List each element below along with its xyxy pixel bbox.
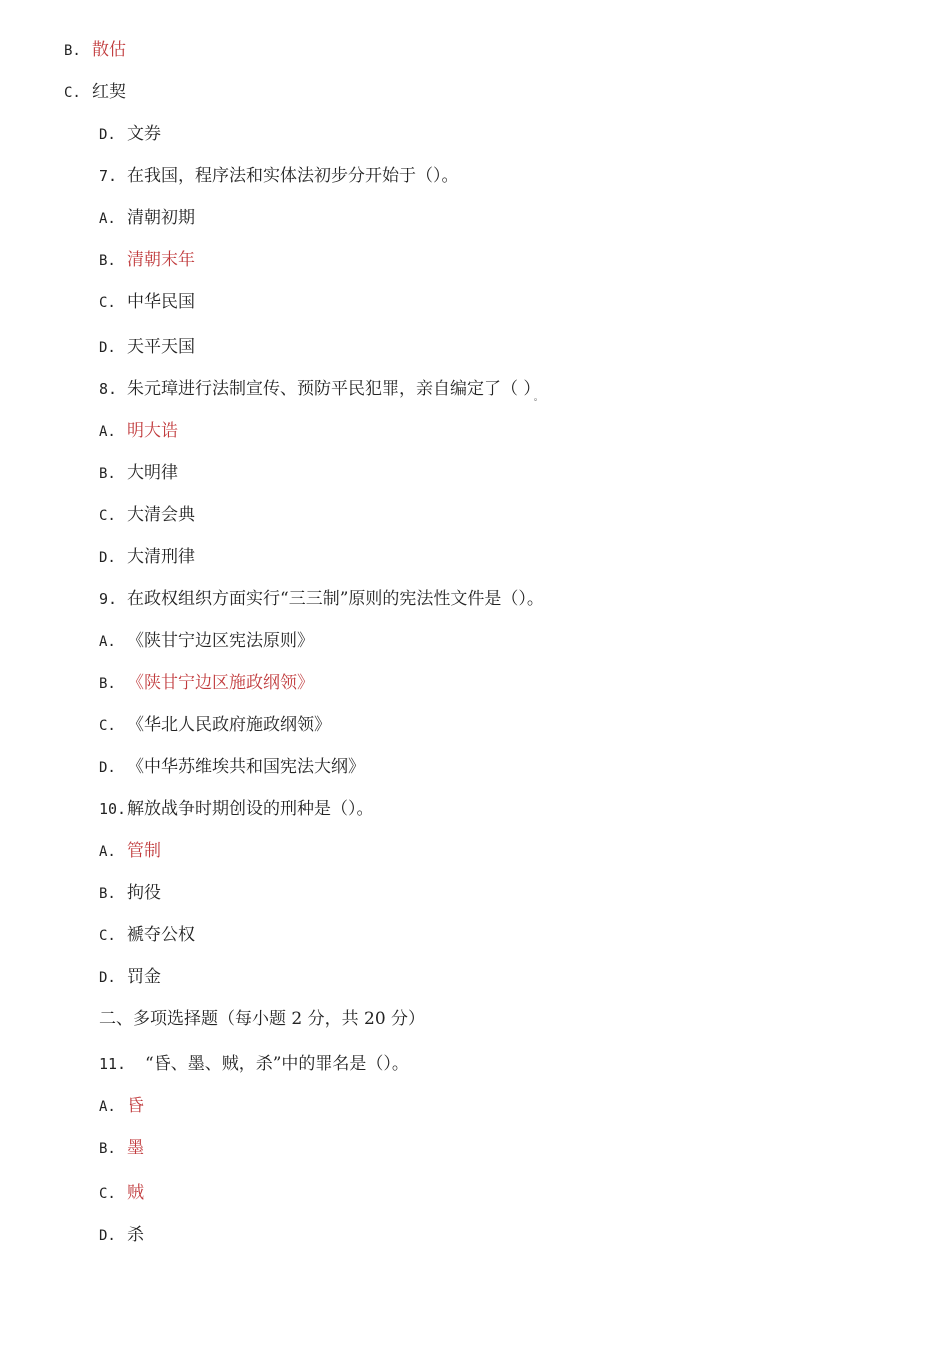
option-text-answer: 昏 xyxy=(127,1096,144,1116)
option-label: A. xyxy=(99,211,116,227)
option-label: D. xyxy=(99,340,116,356)
option-label: B. xyxy=(99,1141,116,1157)
option-text: 褫夺公权 xyxy=(127,925,195,945)
option-text: 清朝初期 xyxy=(127,208,195,228)
option-label: B. xyxy=(64,43,81,59)
option-label: A. xyxy=(99,1099,116,1115)
q9-option-d xyxy=(99,756,365,779)
option-b xyxy=(64,39,126,62)
question-end-mark: 。 xyxy=(533,393,543,403)
q10-option-b xyxy=(99,882,161,905)
question-text: 在政权组织方面实行“三三制”原则的宪法性文件是（）。 xyxy=(127,589,544,609)
option-label: D. xyxy=(99,760,116,776)
option-label: A. xyxy=(99,844,116,860)
section-heading xyxy=(99,1008,425,1030)
q7-option-c xyxy=(99,291,195,314)
q11-option-a xyxy=(99,1095,144,1118)
question-number: 11. xyxy=(99,1055,127,1073)
q11-option-b xyxy=(99,1137,144,1160)
question-number: 8. xyxy=(99,380,118,398)
question-8 xyxy=(99,378,543,409)
option-label: D. xyxy=(99,550,116,566)
option-text: 天平天国 xyxy=(127,337,195,357)
option-text: 《陕甘宁边区宪法原则》 xyxy=(127,631,314,651)
option-label: B. xyxy=(99,253,116,269)
option-text-answer: 散估 xyxy=(92,40,126,60)
q11-option-d xyxy=(99,1224,144,1247)
question-text: 朱元璋进行法制宣传、预防平民犯罪，亲自编定了（ ） xyxy=(127,379,532,399)
option-text: 《中华苏维埃共和国宪法大纲》 xyxy=(127,757,365,777)
option-text: 《华北人民政府施政纲领》 xyxy=(127,715,331,735)
question-text: 解放战争时期创设的刑种是（）。 xyxy=(127,799,374,819)
q9-option-b xyxy=(99,672,314,695)
q7-option-d xyxy=(99,336,195,359)
option-label: C. xyxy=(99,1186,116,1202)
question-10 xyxy=(99,798,374,820)
question-text: 在我国，程序法和实体法初步分开始于（）。 xyxy=(127,166,459,186)
q8-option-b xyxy=(99,462,178,485)
q9-option-c xyxy=(99,714,331,737)
q8-option-c xyxy=(99,504,195,527)
q8-option-d xyxy=(99,546,195,569)
option-text-answer: 贼 xyxy=(127,1183,144,1203)
option-text: 杀 xyxy=(127,1225,144,1245)
question-7 xyxy=(99,165,459,187)
question-11 xyxy=(99,1053,409,1075)
option-text-answer: 清朝末年 xyxy=(127,250,195,270)
q8-option-a xyxy=(99,420,178,443)
option-text: 中华民国 xyxy=(127,292,195,312)
option-c xyxy=(64,81,126,104)
q11-option-c xyxy=(99,1182,144,1205)
q9-option-a xyxy=(99,630,314,653)
question-number: 9. xyxy=(99,590,118,608)
question-text: “昏、墨、贼，杀”中的罪名是（）。 xyxy=(145,1054,409,1074)
q10-option-d xyxy=(99,966,161,989)
option-label: A. xyxy=(99,424,116,440)
option-text-answer: 《陕甘宁边区施政纲领》 xyxy=(127,673,314,693)
q10-option-a xyxy=(99,840,161,863)
question-9 xyxy=(99,588,544,610)
question-number: 7. xyxy=(99,167,118,185)
option-label: C. xyxy=(99,718,116,734)
option-text-answer: 墨 xyxy=(127,1138,144,1158)
option-label: A. xyxy=(99,634,116,650)
q7-option-a xyxy=(99,207,195,230)
option-text-answer: 管制 xyxy=(127,841,161,861)
question-number: 10. xyxy=(99,800,127,818)
q7-option-b xyxy=(99,249,195,272)
option-text: 文券 xyxy=(127,124,161,144)
section-heading-text: 二、多项选择题（每小题 2 分，共 20 分） xyxy=(99,1009,426,1029)
option-label: C. xyxy=(99,928,116,944)
option-text-answer: 明大诰 xyxy=(127,421,178,441)
option-label: D. xyxy=(99,127,116,143)
option-label: D. xyxy=(99,1228,116,1244)
option-label: C. xyxy=(99,295,116,311)
q10-option-c xyxy=(99,924,195,947)
option-label: C. xyxy=(64,85,81,101)
option-text: 大清会典 xyxy=(127,505,195,525)
option-text: 红契 xyxy=(92,82,126,102)
option-text: 大清刑律 xyxy=(127,547,195,567)
option-d xyxy=(99,123,161,146)
option-text: 大明律 xyxy=(127,463,178,483)
option-text: 罚金 xyxy=(127,967,161,987)
option-label: B. xyxy=(99,886,116,902)
option-label: B. xyxy=(99,676,116,692)
option-label: B. xyxy=(99,466,116,482)
option-text: 拘役 xyxy=(127,883,161,903)
option-label: C. xyxy=(99,508,116,524)
option-label: D. xyxy=(99,970,116,986)
